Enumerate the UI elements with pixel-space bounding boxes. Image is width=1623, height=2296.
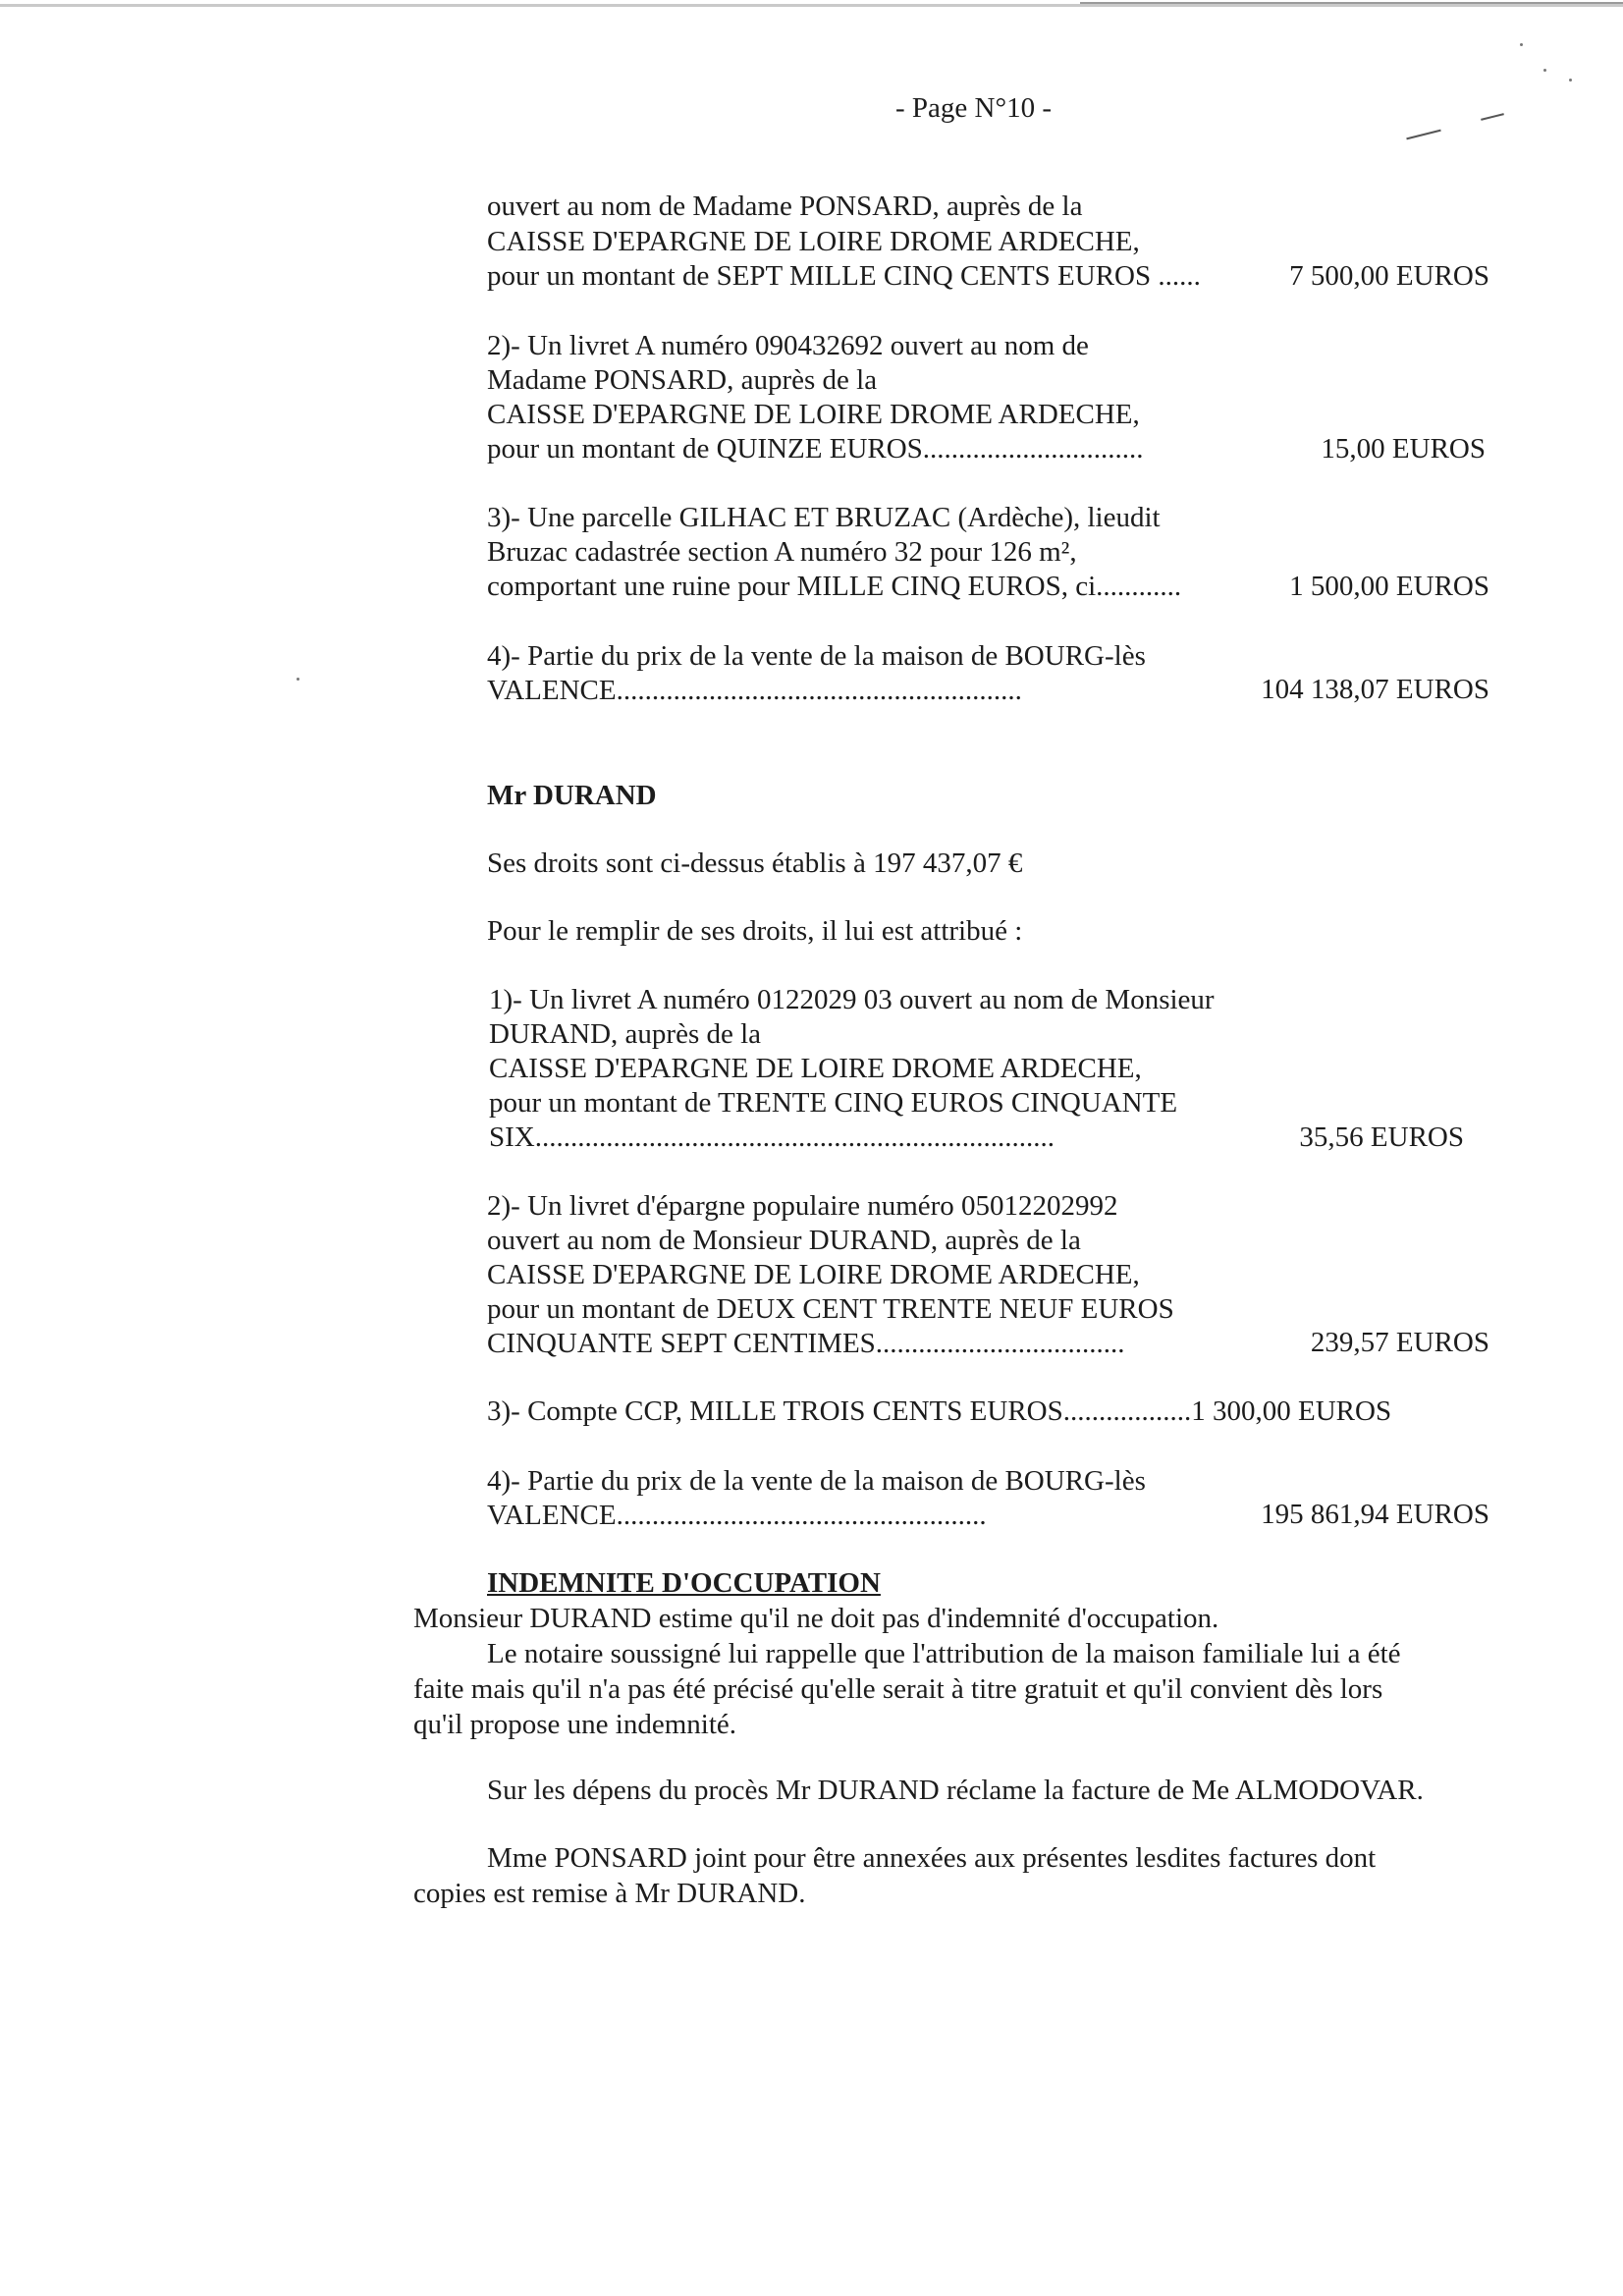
durand-item2-line1: 2)- Un livret d'épargne populaire numéro 05012202992 [487, 1190, 1118, 1222]
item3-line2: Bruzac cadastrée section A numéro 32 pour 126 m², [487, 536, 1077, 568]
durand-item1-line5: SIX......................................................................... [489, 1121, 1055, 1153]
scan-edge-line [0, 4, 1623, 7]
durand-item4-line2: VALENCE.................................................... [487, 1500, 987, 1531]
durand-heading: Mr DURAND [487, 780, 657, 811]
item2-line3: CAISSE D'EPARGNE DE LOIRE DROME ARDECHE, [487, 399, 1140, 430]
durand-item4-line1: 4)- Partie du prix de la vente de la maison de BOURG-lès [487, 1465, 1146, 1497]
durand-item1-line1: 1)- Un livret A numéro 0122029 03 ouvert au nom de Monsieur [489, 984, 1215, 1015]
item1-line2: CAISSE D'EPARGNE DE LOIRE DROME ARDECHE, [487, 226, 1140, 257]
durand-item2-line3: CAISSE D'EPARGNE DE LOIRE DROME ARDECHE, [487, 1259, 1140, 1290]
durand-item2-line2: ouvert au nom de Monsieur DURAND, auprès de la [487, 1225, 1081, 1256]
item2-line2: Madame PONSARD, auprès de la [487, 364, 878, 396]
durand-item4-amount: 195 861,94 EUROS [1261, 1499, 1489, 1530]
item2-amount: 15,00 EUROS [1321, 433, 1486, 465]
item2-line1: 2)- Un livret A numéro 090432692 ouvert au nom de [487, 330, 1089, 361]
indemnite-paragraph-3: Sur les dépens du procès Mr DURAND réclame la facture de Me ALMODOVAR. [487, 1775, 1424, 1806]
scan-mark [1481, 113, 1504, 121]
indemnite-paragraph-1: Monsieur DURAND estime qu'il ne doit pas d'indemnité d'occupation. [413, 1603, 1219, 1634]
durand-item1-line4: pour un montant de TRENTE CINQ EUROS CINQUANTE [489, 1087, 1178, 1119]
item4-line1: 4)- Partie du prix de la vente de la maison de BOURG-lès [487, 640, 1146, 672]
item4-line2: VALENCE......................................................... [487, 675, 1022, 706]
durand-intro: Pour le remplir de ses droits, il lui est attribué : [487, 915, 1023, 947]
durand-item2-line4: pour un montant de DEUX CENT TRENTE NEUF EUROS [487, 1293, 1174, 1325]
page-number: - Page N°10 - [895, 92, 1052, 124]
durand-item2-line5: CINQUANTE SEPT CENTIMES................................... [487, 1328, 1125, 1359]
durand-item3-line1: 3)- Compte CCP, MILLE TROIS CENTS EUROS..................1 300,00 EUROS [487, 1395, 1392, 1427]
item2-line4: pour un montant de QUINZE EUROS............................... [487, 433, 1144, 465]
indemnite-paragraph-4-line1: Mme PONSARD joint pour être annexées aux présentes lesdites factures dont [487, 1842, 1377, 1874]
scan-edge-line-dark [1080, 2, 1623, 4]
durand-item1-amount: 35,56 EUROS [1299, 1121, 1464, 1153]
item1-amount: 7 500,00 EUROS [1289, 260, 1489, 292]
scan-mark [1406, 130, 1440, 140]
indemnite-paragraph-2-line2: faite mais qu'il n'a pas été précisé qu'elle serait à titre gratuit et qu'il convient dès lors [413, 1673, 1383, 1705]
item1-line1: ouvert au nom de Madame PONSARD, auprès de la [487, 191, 1083, 222]
durand-item2-amount: 239,57 EUROS [1310, 1327, 1489, 1358]
item4-amount: 104 138,07 EUROS [1261, 674, 1489, 705]
scan-speck [297, 678, 299, 681]
item3-line1: 3)- Une parcelle GILHAC ET BRUZAC (Ardèche), lieudit [487, 502, 1161, 533]
durand-item1-line3: CAISSE D'EPARGNE DE LOIRE DROME ARDECHE, [489, 1053, 1142, 1084]
indemnite-paragraph-2-line3: qu'il propose une indemnité. [413, 1709, 736, 1740]
item3-line3: comportant une ruine pour MILLE CINQ EUROS, ci............ [487, 571, 1182, 602]
durand-item1-line2: DURAND, auprès de la [489, 1018, 762, 1050]
item1-line3: pour un montant de SEPT MILLE CINQ CENTS EUROS ...... [487, 260, 1201, 292]
durand-rights: Ses droits sont ci-dessus établis à 197 437,07 € [487, 847, 1023, 879]
scan-speck [1520, 43, 1523, 46]
item3-amount: 1 500,00 EUROS [1289, 571, 1489, 602]
indemnite-paragraph-4-line2: copies est remise à Mr DURAND. [413, 1878, 806, 1909]
indemnite-paragraph-2-line1: Le notaire soussigné lui rappelle que l'attribution de la maison familiale lui a été [487, 1638, 1401, 1669]
indemnite-heading: INDEMNITE D'OCCUPATION [487, 1567, 881, 1599]
scan-speck [1543, 69, 1546, 72]
scan-speck [1569, 79, 1572, 82]
